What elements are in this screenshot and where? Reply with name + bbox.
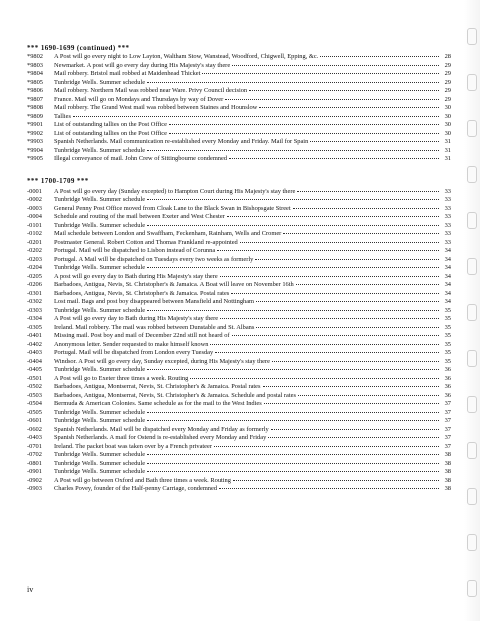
index-entry xyxy=(27,213,451,222)
index-entry xyxy=(27,121,451,130)
index-entry xyxy=(27,290,451,299)
dot-leader xyxy=(219,488,439,489)
entry-code: -0402 xyxy=(27,340,42,348)
entry-page-number: 35 xyxy=(444,323,451,331)
dot-leader xyxy=(263,386,439,387)
entry-page-number: 34 xyxy=(444,281,451,288)
entry-code: -0602 xyxy=(27,425,42,433)
entry-code: -0301 xyxy=(27,289,42,297)
entry-code: -0901 xyxy=(27,468,42,475)
entry-page-number: 38 xyxy=(444,468,451,475)
entry-code: -0302 xyxy=(27,298,42,305)
dot-leader xyxy=(147,225,439,226)
index-entry xyxy=(27,222,451,231)
entry-page-number: 37 xyxy=(444,400,451,407)
entry-description: Barbadoes, Antigua, Montserrat, Nevis, St. Christopher's & Jamaica. Schedule and postal rates xyxy=(54,391,296,399)
index-entry xyxy=(27,205,451,214)
entry-description: A post will go every day to Bath during His Majesty's stay there xyxy=(54,272,218,280)
index-entry xyxy=(27,188,451,197)
index-entry xyxy=(27,62,451,71)
binding-tab xyxy=(467,258,477,275)
index-entry xyxy=(27,147,451,156)
entry-description: Tunbridge Wells. Summer schedule xyxy=(54,306,146,314)
entry-description: Tunbridge Wells. Summer schedule xyxy=(54,451,146,458)
index-entry xyxy=(27,426,451,435)
index-entry xyxy=(27,434,451,443)
entry-page-number: 34 xyxy=(444,272,451,280)
index-entry xyxy=(27,298,451,307)
binding-tab xyxy=(467,304,477,321)
entry-code: -0701 xyxy=(27,442,42,450)
index-entry xyxy=(27,443,451,452)
index-entry xyxy=(27,358,451,367)
dot-leader xyxy=(147,199,439,200)
dot-leader xyxy=(296,284,439,285)
dot-leader xyxy=(310,141,439,142)
entry-code: -0702 xyxy=(27,451,42,458)
entry-description: Spanish Netherlands. Mail communication re-established every Monday and Friday. Mail for Spain xyxy=(54,138,309,145)
entry-code: -0206 xyxy=(27,281,42,288)
entry-description: Tunbridge Wells. Summer schedule xyxy=(54,408,146,416)
index-entry xyxy=(27,130,451,139)
entry-description: Newmarket. A post will go every day during His Majesty's stay there xyxy=(54,61,231,69)
dot-leader xyxy=(215,352,439,353)
entry-page-number: 30 xyxy=(444,121,451,128)
entry-description: General Penny Post Office moved from Cloak Lane to the Black Swan in Bishopsgate Street xyxy=(54,204,291,212)
entry-code: -0003 xyxy=(27,204,42,212)
dot-leader xyxy=(225,99,439,100)
entry-description: Tallies xyxy=(54,112,71,120)
dot-leader xyxy=(259,107,439,108)
dot-leader xyxy=(210,344,439,345)
entry-code: -0202 xyxy=(27,247,42,254)
entry-page-number: 38 xyxy=(444,451,451,458)
index-entry xyxy=(27,451,451,460)
index-entry xyxy=(27,155,451,164)
dot-leader xyxy=(271,429,439,430)
entry-description: Mail robbery. Bristol mail robbed at Maidenhead Thicket xyxy=(54,70,201,77)
entry-code: -0204 xyxy=(27,264,42,271)
entry-page-number: 29 xyxy=(444,95,451,103)
dot-leader xyxy=(233,480,439,481)
entry-code: -0405 xyxy=(27,366,42,373)
dot-leader xyxy=(227,216,439,217)
entry-description: Tunbridge Wells. Summer schedule xyxy=(54,264,146,271)
entry-description: Tunbridge Wells. Summer schedule xyxy=(54,196,146,203)
dot-leader xyxy=(232,335,439,336)
entry-code: *9806 xyxy=(27,87,43,94)
entry-code: -0404 xyxy=(27,357,42,365)
entry-description: Barbadoes, Antigua, Nevis, St. Christopher's & Jamaica. Postal rates xyxy=(54,289,230,297)
entry-description: Tunbridge Wells. Summer schedule xyxy=(54,468,146,475)
entry-page-number: 33 xyxy=(444,221,451,229)
entry-code: -0304 xyxy=(27,315,42,322)
entry-description: A Post will go every day (Sunday excepted) to Hampton Court during His Majesty's stay there xyxy=(54,187,296,195)
binding-tab xyxy=(467,350,477,367)
entry-page-number: 37 xyxy=(444,425,451,433)
index-entry xyxy=(27,247,451,256)
dot-leader xyxy=(240,242,439,243)
binding-tab xyxy=(467,212,477,229)
entry-description: Portugal. A Mail will be dispatched on Tuesdays every two weeks as formerly xyxy=(54,255,254,263)
entry-page-number: 37 xyxy=(444,434,451,441)
index-entry xyxy=(27,315,451,324)
entry-description: Tunbridge Wells. Summer schedule xyxy=(54,366,146,373)
dot-leader xyxy=(231,293,439,294)
dot-leader xyxy=(298,395,439,396)
dot-leader xyxy=(202,73,439,74)
binding-tab xyxy=(467,166,477,183)
entry-description: Mail robbery. The Grand West mail was robbed between Staines and Hounslow xyxy=(54,104,258,111)
entry-page-number: 36 xyxy=(444,383,451,390)
index-entry xyxy=(27,349,451,358)
dot-leader xyxy=(283,233,439,234)
entry-page-number: 28 xyxy=(444,53,451,60)
binding-tab xyxy=(467,74,477,91)
index-entry xyxy=(27,332,451,341)
entry-code: *9805 xyxy=(27,78,43,86)
dot-leader xyxy=(229,158,439,159)
dot-leader xyxy=(147,463,439,464)
binding-tab xyxy=(467,488,477,505)
entry-code: *9804 xyxy=(27,70,43,77)
entry-description: Windsor. A Post will go every day, Sunday excepted, during His Majesty's stay there xyxy=(54,357,270,365)
entry-description: Barbadoes, Antigua, Nevis, St. Christopher's & Jamaica. A Boat will leave on November 16th xyxy=(54,281,294,288)
entry-code: -0101 xyxy=(27,221,42,229)
entry-code: -0801 xyxy=(27,459,42,467)
index-entry xyxy=(27,409,451,418)
entry-description: A Post will go to Exeter three times a week. Routing xyxy=(54,374,189,382)
entry-code: -0205 xyxy=(27,272,42,280)
entry-page-number: 29 xyxy=(444,87,451,94)
index-entry xyxy=(27,485,451,494)
entry-page-number: 33 xyxy=(444,213,451,220)
entry-description: Tunbridge Wells. Summer schedule xyxy=(54,221,146,229)
index-listing xyxy=(27,44,451,494)
entry-description: A Post will go every night to Low Layton, Waltham Stow, Wanstead, Woodford, Chigwell, Epping, &c. xyxy=(54,53,319,60)
entry-code: *9903 xyxy=(27,138,43,145)
entry-code: *9802 xyxy=(27,53,43,60)
entry-description: List of outstanding tallies on the Post Office xyxy=(54,129,167,137)
index-entry xyxy=(27,477,451,486)
dot-leader xyxy=(297,191,439,192)
entry-page-number: 36 xyxy=(444,366,451,373)
entry-page-number: 37 xyxy=(444,408,451,416)
entry-description: Schedule and routing of the mail between Exeter and West Chester xyxy=(54,213,225,220)
entry-page-number: 35 xyxy=(444,306,451,314)
entry-page-number: 38 xyxy=(444,485,451,492)
dot-leader xyxy=(169,124,439,125)
entry-code: *9902 xyxy=(27,129,43,137)
binding-edge xyxy=(464,0,480,621)
entry-code: -0401 xyxy=(27,332,42,339)
dot-leader xyxy=(232,65,439,66)
entry-page-number: 33 xyxy=(444,196,451,203)
dot-leader xyxy=(320,56,439,57)
index-entry xyxy=(27,239,451,248)
entry-description: Anonymous letter. Sender requested to make himself known xyxy=(54,340,209,348)
entry-page-number: 37 xyxy=(444,442,451,450)
index-entry xyxy=(27,324,451,333)
entry-page-number: 29 xyxy=(444,61,451,69)
binding-tab xyxy=(467,120,477,137)
binding-tab xyxy=(467,396,477,413)
entry-code: -0305 xyxy=(27,323,42,331)
entry-page-number: 36 xyxy=(444,391,451,399)
dot-leader xyxy=(169,133,439,134)
entry-code: *9901 xyxy=(27,121,43,128)
entry-page-number: 33 xyxy=(444,230,451,237)
dot-leader xyxy=(147,412,439,413)
entry-page-number: 29 xyxy=(444,70,451,77)
entry-description: Illegal conveyance of mail. John Crew of Sittingbourne condemned xyxy=(54,155,228,162)
entry-description: Mail robbery. Northern Mail was robbed near Ware. Privy Council decision xyxy=(54,87,248,94)
section-heading: *** 1690-1699 (continued) *** xyxy=(27,44,130,52)
entry-page-number: 31 xyxy=(444,138,451,145)
index-entry xyxy=(27,383,451,392)
dot-leader xyxy=(255,259,439,260)
binding-tab xyxy=(467,580,477,597)
entry-description: Tunbridge Wells. Summer schedule xyxy=(54,459,146,467)
entry-page-number: 33 xyxy=(444,187,451,195)
entry-description: Tunbridge Wells. Summer schedule xyxy=(54,146,146,154)
entry-page-number: 30 xyxy=(444,104,451,111)
entry-page-number: 38 xyxy=(444,476,451,484)
dot-leader xyxy=(220,276,439,277)
entry-code: *9807 xyxy=(27,95,43,103)
entry-description: Postmaster General. Robert Cotton and Thomas Frankland re-appointed xyxy=(54,238,238,246)
index-entry xyxy=(27,281,451,290)
entry-description: Portugal. Mail will be dispatched from London every Tuesday xyxy=(54,349,214,356)
index-entry xyxy=(27,196,451,205)
dot-leader xyxy=(147,420,439,421)
dot-leader xyxy=(73,116,439,117)
entry-description: Spanish Netherlands. A mail for Ostend is re-established every Monday and Friday xyxy=(54,434,267,441)
entry-description: Barbadoes, Antigua, Montserrat, Nevis, St. Christopher's & Jamaica. Postal rates xyxy=(54,383,261,390)
dot-leader xyxy=(147,150,439,151)
entry-code: *9809 xyxy=(27,112,43,120)
entry-code: -0002 xyxy=(27,196,42,203)
entry-page-number: 35 xyxy=(444,332,451,339)
section-heading: *** 1700-1709 *** xyxy=(27,176,89,185)
dot-leader xyxy=(272,361,439,362)
dot-leader xyxy=(147,369,439,370)
entry-page-number: 29 xyxy=(444,78,451,86)
entry-code: *9803 xyxy=(27,61,43,69)
entry-description: Charles Povey, founder of the Half-penny Carriage, condemned xyxy=(54,485,218,492)
entry-description: Mail schedule between London and Swaffham, Feckenham, Rainham, Wells and Cromer xyxy=(54,230,282,237)
entry-page-number: 35 xyxy=(444,357,451,365)
dot-leader xyxy=(147,82,439,83)
index-entry xyxy=(27,460,451,469)
entry-code: -0501 xyxy=(27,374,42,382)
entry-code: -0505 xyxy=(27,408,42,416)
index-entry xyxy=(27,264,451,273)
dot-leader xyxy=(214,446,439,447)
entry-page-number: 34 xyxy=(444,247,451,254)
entry-code: -0001 xyxy=(27,187,42,195)
entry-page-number: 31 xyxy=(444,155,451,162)
entry-code: -0903 xyxy=(27,485,42,492)
entry-description: Ireland. The packet boat was taken over by a French privateer xyxy=(54,442,212,450)
index-entry xyxy=(27,417,451,426)
entry-code: -0503 xyxy=(27,391,42,399)
entry-code: -0303 xyxy=(27,306,42,314)
entry-code: -0004 xyxy=(27,213,42,220)
index-entry xyxy=(27,113,451,122)
dot-leader xyxy=(190,378,439,379)
entry-page-number: 35 xyxy=(444,349,451,356)
page-number: iv xyxy=(27,585,34,594)
dot-leader xyxy=(293,208,439,209)
binding-tab xyxy=(467,442,477,459)
entry-code: *9808 xyxy=(27,104,43,111)
index-entry xyxy=(27,53,451,62)
index-entry xyxy=(27,104,451,113)
dot-leader xyxy=(220,318,439,319)
entry-description: Bermuda & American Colonies. Same schedule as for the mail to the West Indies xyxy=(54,400,262,407)
dot-leader xyxy=(256,327,439,328)
dot-leader xyxy=(217,250,439,251)
entry-page-number: 34 xyxy=(444,264,451,271)
entry-page-number: 33 xyxy=(444,204,451,212)
entry-description: Tunbridge Wells. Summer schedule xyxy=(54,417,146,424)
index-entry xyxy=(27,79,451,88)
index-entry xyxy=(27,138,451,147)
entry-description: Tunbridge Wells. Summer schedule xyxy=(54,78,146,86)
entry-description: A Post will go between Oxford and Bath three times a week. Routing xyxy=(54,476,231,484)
index-entry xyxy=(27,256,451,265)
entry-code: -0201 xyxy=(27,238,42,246)
index-entry xyxy=(27,87,451,96)
entry-page-number: 33 xyxy=(444,238,451,246)
entry-description: Ireland. Mail robbery. The mail was robbed between Dunstable and St. Albans xyxy=(54,323,255,331)
entry-code: -0403 xyxy=(27,349,42,356)
index-entry xyxy=(27,392,451,401)
index-entry xyxy=(27,468,451,477)
entry-page-number: 38 xyxy=(444,459,451,467)
index-entry xyxy=(27,70,451,79)
entry-page-number: 37 xyxy=(444,417,451,424)
entry-page-number: 31 xyxy=(444,146,451,154)
index-entry xyxy=(27,230,451,239)
entry-page-number: 30 xyxy=(444,129,451,137)
entry-description: France. Mail will go on Mondays and Thursdays by way of Dover xyxy=(54,95,224,103)
dot-leader xyxy=(147,267,439,268)
entry-description: Missing mail. Post boy and mail of December 22nd still not heard of xyxy=(54,332,230,339)
entry-code: -0902 xyxy=(27,476,42,484)
entry-page-number: 34 xyxy=(444,255,451,263)
index-entry xyxy=(27,366,451,375)
entry-page-number: 36 xyxy=(444,374,451,382)
dot-leader xyxy=(147,471,439,472)
index-entry xyxy=(27,375,451,384)
index-entry xyxy=(27,96,451,105)
index-entry xyxy=(27,400,451,409)
entry-description: Portugal. Mail will be dispatched to Lisbon instead of Corunna xyxy=(54,247,216,254)
index-entry xyxy=(27,307,451,316)
entry-code: -0203 xyxy=(27,255,42,263)
binding-tab xyxy=(467,534,477,551)
entry-description: Lost mail. Bags and post boy disappeared between Mansfield and Nottingham xyxy=(54,298,255,305)
index-entry xyxy=(27,273,451,282)
entry-code: *9904 xyxy=(27,146,43,154)
entry-page-number: 35 xyxy=(444,340,451,348)
entry-code: -0601 xyxy=(27,417,42,424)
dot-leader xyxy=(147,454,439,455)
entry-code: *9905 xyxy=(27,155,43,162)
entry-description: A Post will go every day to Bath during His Majesty's stay there xyxy=(54,315,219,322)
entry-description: Spanish Netherlands. Mail will be dispatched every Monday and Friday as formerly xyxy=(54,425,269,433)
binding-tab xyxy=(467,28,477,45)
entry-description: List of outstanding tallies on the Post Office xyxy=(54,121,167,128)
entry-page-number: 34 xyxy=(444,289,451,297)
dot-leader xyxy=(268,437,439,438)
entry-page-number: 30 xyxy=(444,112,451,120)
dot-leader xyxy=(147,310,439,311)
entry-code: -0403 xyxy=(27,434,42,441)
dot-leader xyxy=(256,301,439,302)
entry-page-number: 35 xyxy=(444,315,451,322)
entry-code: -0102 xyxy=(27,230,42,237)
entry-code: -0504 xyxy=(27,400,42,407)
entry-page-number: 34 xyxy=(444,298,451,305)
dot-leader xyxy=(264,403,439,404)
index-entry xyxy=(27,341,451,350)
entry-code: -0502 xyxy=(27,383,42,390)
dot-leader xyxy=(249,90,439,91)
